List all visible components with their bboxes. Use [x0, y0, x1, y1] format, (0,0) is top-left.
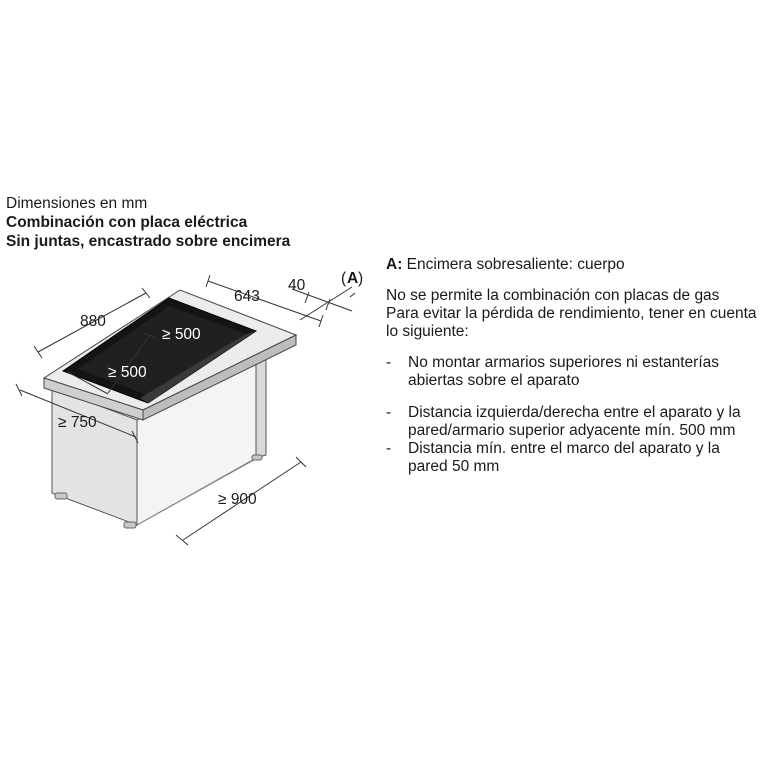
- list-item-text: Distancia izquierda/derecha entre el aparato y la pared/armario superior adyacente mín. 500 mm: [408, 404, 741, 439]
- list-item: [386, 440, 758, 476]
- list-bullet: -: [386, 440, 392, 457]
- cabinet-foot: [252, 455, 262, 460]
- note-a: [386, 256, 758, 274]
- notes-panel: [386, 256, 758, 476]
- dim-40-label: 40: [288, 277, 306, 294]
- list-item: [386, 404, 758, 440]
- dim-643-label: 643: [234, 288, 260, 305]
- installation-title: Sin juntas, encastrado sobre encimera: [6, 233, 291, 250]
- dim-900-tick: [296, 457, 306, 467]
- dim-880-label: 880: [80, 313, 106, 330]
- list-item: [386, 354, 758, 390]
- cabinet-right-panel: [256, 358, 266, 458]
- combination-title: Combinación con placa eléctrica: [6, 214, 248, 231]
- list-item-text: Distancia mín. entre el marco del aparato y la pared 50 mm: [408, 440, 720, 475]
- note-a-key: A:: [386, 256, 403, 273]
- label-a-leader: [300, 287, 352, 320]
- dim-750-label: ≥ 750: [58, 414, 97, 431]
- dim-900-label: ≥ 900: [218, 491, 257, 508]
- note-performance: Para evitar la pérdida de rendimiento, tener en cuenta lo siguiente:: [386, 305, 757, 340]
- dim-880-tick: [142, 288, 150, 298]
- list-bullet: -: [386, 404, 392, 421]
- label-a: A: [347, 270, 359, 287]
- list-bullet: -: [386, 354, 392, 371]
- dim-500-left-label: ≥ 500: [108, 364, 147, 381]
- dim-500-depth-label: ≥ 500: [162, 326, 201, 343]
- dim-880-tick: [34, 346, 42, 358]
- cabinet-foot: [55, 493, 67, 499]
- note-a-text: Encimera sobresaliente: cuerpo: [402, 256, 625, 273]
- cabinet-foot: [124, 522, 136, 528]
- note-gas: No se permite la combinación con placas de gas: [386, 287, 720, 304]
- label-a-leader-tail: [350, 293, 355, 297]
- list-item-text: No montar armarios superiores ni estanterías abiertas sobre el aparato: [408, 354, 719, 389]
- label-a-open: (: [341, 270, 347, 287]
- dim-900-tick: [176, 535, 188, 545]
- dim-40-tick: [326, 299, 330, 310]
- label-a-close: ): [358, 270, 364, 287]
- units-caption: Dimensiones en mm: [6, 195, 148, 212]
